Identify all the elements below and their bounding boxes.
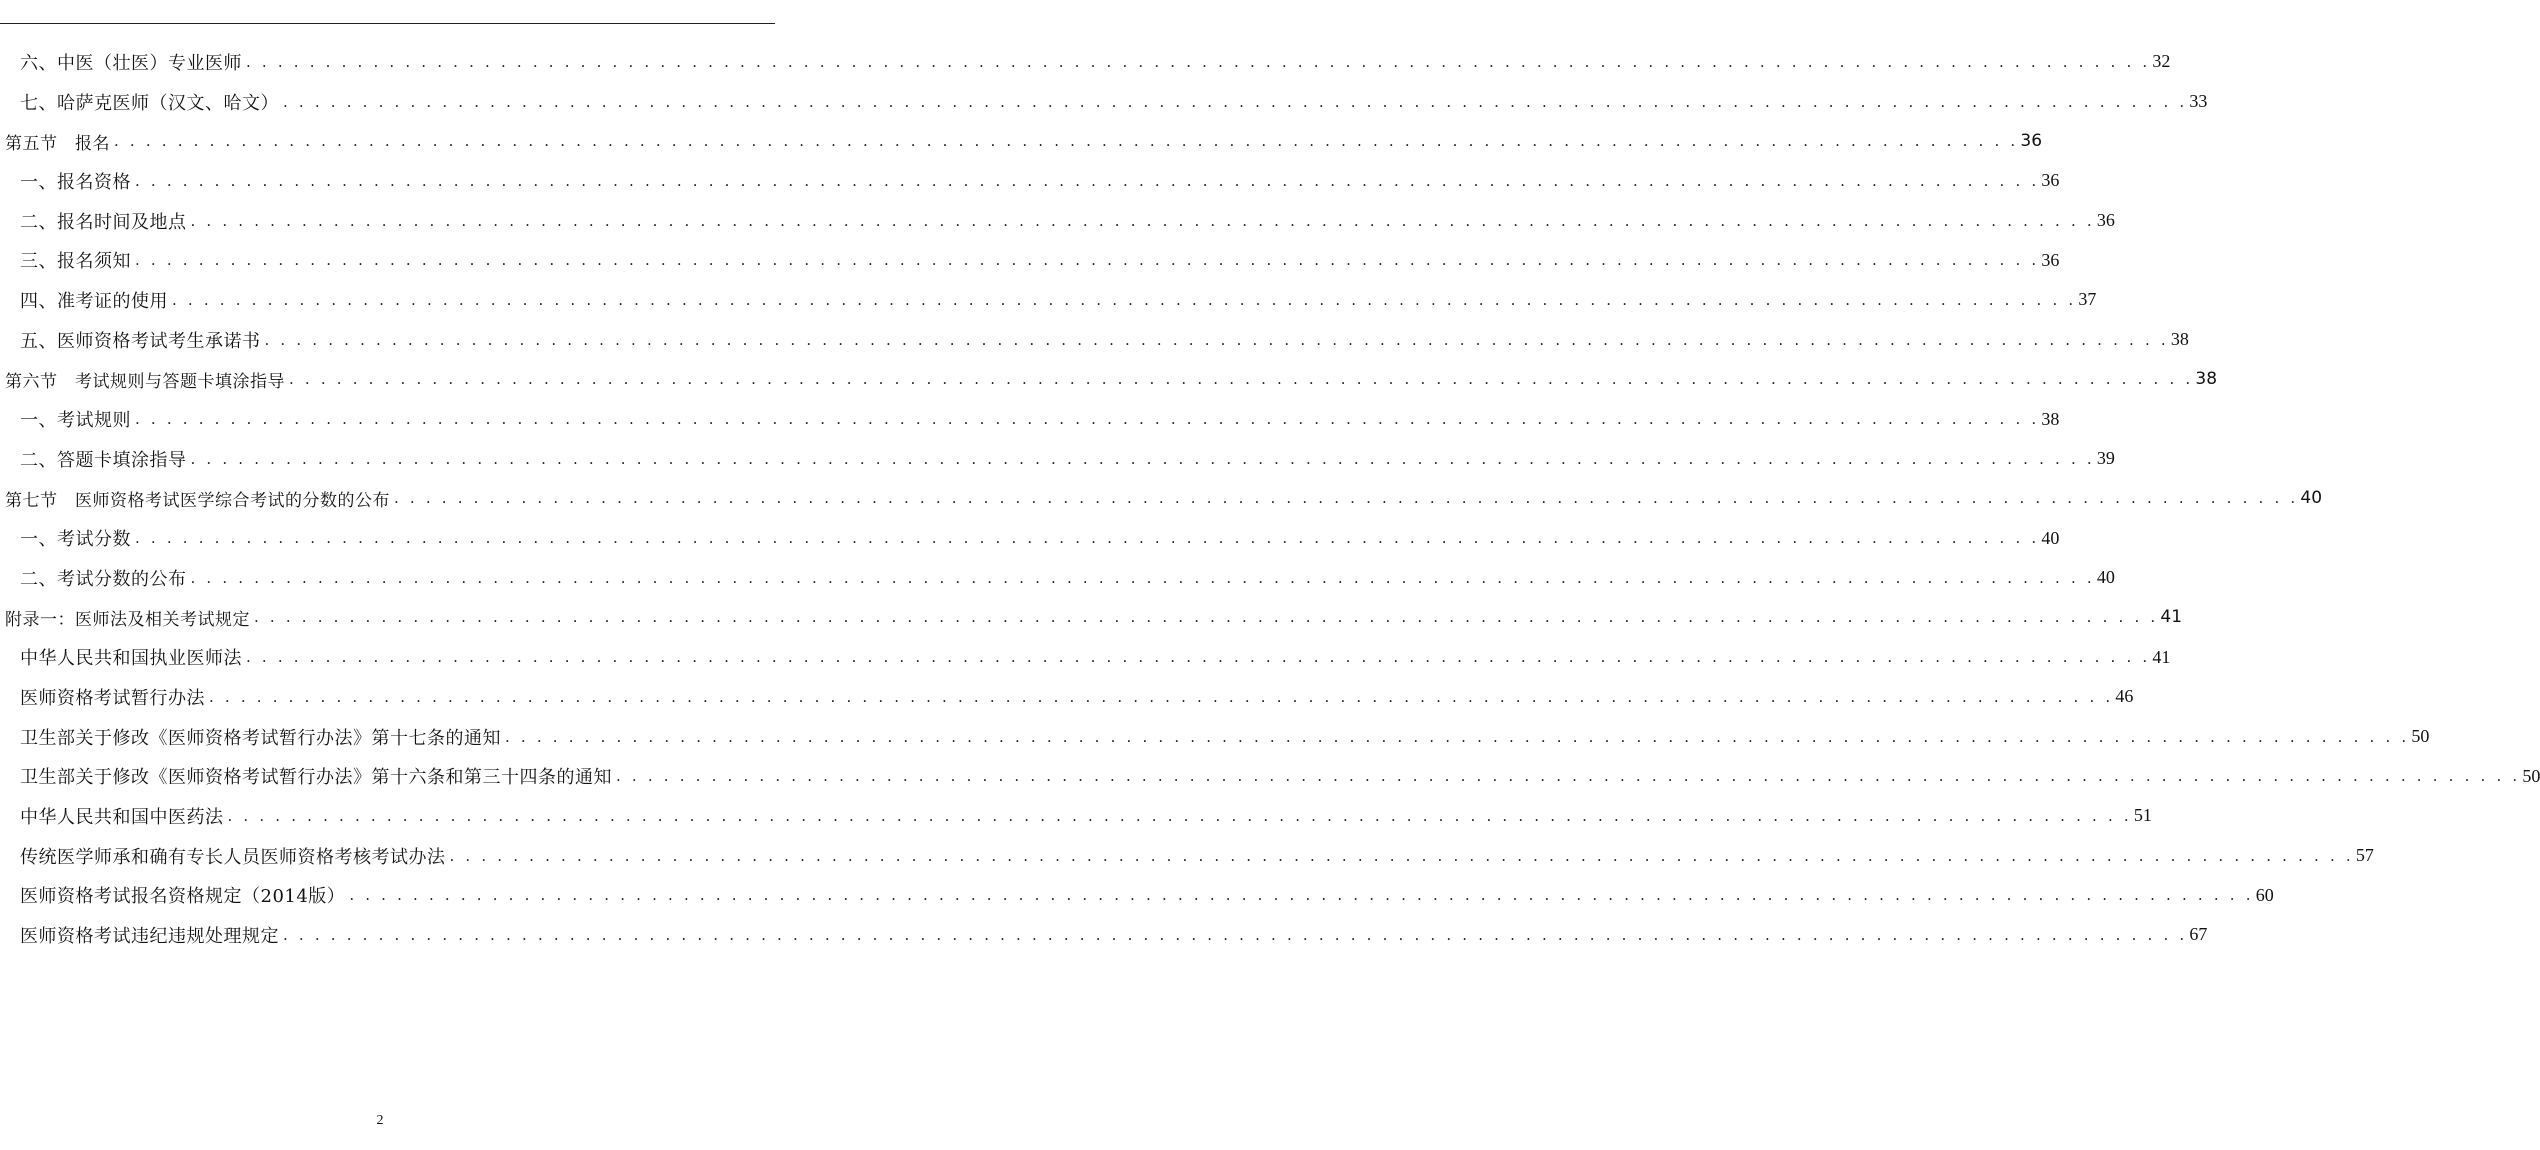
toc-entry-page: 40 <box>2041 527 2060 548</box>
toc-entry-title: 中华人民共和国中医药法 <box>20 806 224 828</box>
toc-entry-title: 一、考试规则 <box>20 410 131 432</box>
toc-entry-page: 40 <box>2300 488 2323 509</box>
toc-entry-page: 38 <box>2041 408 2060 429</box>
toc-entry-page: 67 <box>2189 924 2208 945</box>
toc-entry-title: 二、报名时间及地点 <box>20 211 187 233</box>
toc-entry-title: 中华人民共和国执业医师法 <box>20 648 242 670</box>
toc-entry-page: 51 <box>2133 805 2152 826</box>
toc-dot-leader: . . . . . . . . . . . . . . . . . . . . . . . . . . . . . . . . . . . . . . . . . . . . . . . . . . . . . . . . . . . . . . . . . . . . . . . . . . . . . . . . . . . . . . . . . . . . . . . . . . . . . . . . . . . . . . . . . . . . . . . . <box>135 251 2040 270</box>
toc-dot-leader: . . . . . . . . . . . . . . . . . . . . . . . . . . . . . . . . . . . . . . . . . . . . . . . . . . . . . . . . . . . . . . . . . . . . . . . . . . . . . . . . . . . . . . . . . . . . . . . . . . . . . . . . . . . . . . . . . . . . . . . . <box>394 489 2299 508</box>
toc-dot-leader: . . . . . . . . . . . . . . . . . . . . . . . . . . . . . . . . . . . . . . . . . . . . . . . . . . . . . . . . . . . . . . . . . . . . . . . . . . . . . . . . . . . . . . . . . . . . . . . . . . . . . . . . . . . . . . . . . . . . . . . . <box>246 648 2151 667</box>
header-rule <box>0 23 775 24</box>
table-of-contents <box>0 42 2540 955</box>
toc-dot-leader: . . . . . . . . . . . . . . . . . . . . . . . . . . . . . . . . . . . . . . . . . . . . . . . . . . . . . . . . . . . . . . . . . . . . . . . . . . . . . . . . . . . . . . . . . . . . . . . . . . . . . . . . . . . . . . . . . . . . . . . . <box>349 886 2254 905</box>
toc-entry-page: 36 <box>2020 131 2043 152</box>
toc-entry[interactable] <box>0 915 2208 955</box>
toc-section-entry[interactable] <box>0 360 2218 400</box>
toc-entry-title: 第五节 报名 <box>5 133 110 154</box>
toc-entry-page: 32 <box>2152 51 2171 72</box>
toc-entry-page: 40 <box>2096 567 2115 588</box>
toc-entry-page: 41 <box>2152 646 2171 667</box>
toc-entry-title: 二、考试分数的公布 <box>20 568 187 590</box>
toc-dot-leader: . . . . . . . . . . . . . . . . . . . . . . . . . . . . . . . . . . . . . . . . . . . . . . . . . . . . . . . . . . . . . . . . . . . . . . . . . . . . . . . . . . . . . . . . . . . . . . . . . . . . . . . . . . . . . . . . . . . . . . . . <box>227 806 2132 825</box>
toc-entry[interactable] <box>0 518 2060 558</box>
toc-dot-leader: . . . . . . . . . . . . . . . . . . . . . . . . . . . . . . . . . . . . . . . . . . . . . . . . . . . . . . . . . . . . . . . . . . . . . . . . . . . . . . . . . . . . . . . . . . . . . . . . . . . . . . . . . . . . . . . . . . . . . . . . <box>264 330 2169 349</box>
toc-entry-page: 50 <box>2522 765 2540 786</box>
toc-entry[interactable] <box>0 637 2171 677</box>
toc-entry-title: 二、答题卡填涂指导 <box>20 449 187 471</box>
toc-dot-leader: . . . . . . . . . . . . . . . . . . . . . . . . . . . . . . . . . . . . . . . . . . . . . . . . . . . . . . . . . . . . . . . . . . . . . . . . . . . . . . . . . . . . . . . . . . . . . . . . . . . . . . . . . . . . . . . . . . . . . . . . <box>289 370 2194 389</box>
toc-entry[interactable] <box>0 836 2374 876</box>
toc-entry-title: 第六节 考试规则与答题卡填涂指导 <box>5 371 285 392</box>
toc-entry[interactable] <box>0 201 2115 241</box>
toc-entry-page: 41 <box>2160 607 2183 628</box>
toc-entry-title: 七、哈萨克医师（汉文、哈文） <box>20 92 279 114</box>
toc-entry[interactable] <box>0 161 2060 201</box>
toc-entry[interactable] <box>0 717 2430 757</box>
toc-entry-title: 卫生部关于修改《医师资格考试暂行办法》第十六条和第三十四条的通知 <box>20 767 612 789</box>
toc-entry[interactable] <box>0 82 2208 122</box>
toc-entry-title: 四、准考证的使用 <box>20 290 168 312</box>
toc-entry-page: 36 <box>2096 210 2115 231</box>
toc-dot-leader: . . . . . . . . . . . . . . . . . . . . . . . . . . . . . . . . . . . . . . . . . . . . . . . . . . . . . . . . . . . . . . . . . . . . . . . . . . . . . . . . . . . . . . . . . . . . . . . . . . . . . . . . . . . . . . . . . . . . . . . . <box>246 52 2151 71</box>
toc-entry[interactable] <box>0 439 2115 479</box>
toc-entry-page: 60 <box>2255 884 2274 905</box>
toc-entry-page: 38 <box>2195 369 2218 390</box>
toc-dot-leader: . . . . . . . . . . . . . . . . . . . . . . . . . . . . . . . . . . . . . . . . . . . . . . . . . . . . . . . . . . . . . . . . . . . . . . . . . . . . . . . . . . . . . . . . . . . . . . . . . . . . . . . . . . . . . . . . . . . . . . . . <box>190 449 2095 468</box>
toc-entry-title: 医师资格考试违纪违规处理规定 <box>20 925 279 947</box>
toc-entry[interactable] <box>0 796 2152 836</box>
toc-entry-title: 五、医师资格考试考生承诺书 <box>20 330 261 352</box>
toc-entry[interactable] <box>0 42 2171 82</box>
toc-entry-page: 36 <box>2041 249 2060 270</box>
toc-dot-leader: . . . . . . . . . . . . . . . . . . . . . . . . . . . . . . . . . . . . . . . . . . . . . . . . . . . . . . . . . . . . . . . . . . . . . . . . . . . . . . . . . . . . . . . . . . . . . . . . . . . . . . . . . . . . . . . . . . . . . . . . <box>283 92 2188 111</box>
toc-entry-title: 医师资格考试报名资格规定（2014版） <box>20 886 346 908</box>
toc-dot-leader: . . . . . . . . . . . . . . . . . . . . . . . . . . . . . . . . . . . . . . . . . . . . . . . . . . . . . . . . . . . . . . . . . . . . . . . . . . . . . . . . . . . . . . . . . . . . . . . . . . . . . . . . . . . . . . . . . . . . . . . . <box>283 925 2188 944</box>
toc-dot-leader: . . . . . . . . . . . . . . . . . . . . . . . . . . . . . . . . . . . . . . . . . . . . . . . . . . . . . . . . . . . . . . . . . . . . . . . . . . . . . . . . . . . . . . . . . . . . . . . . . . . . . . . . . . . . . . . . . . . . . . . . <box>172 290 2077 309</box>
toc-entry-page: 33 <box>2189 91 2208 112</box>
toc-entry-page: 39 <box>2096 448 2115 469</box>
toc-section-entry[interactable] <box>0 479 2323 519</box>
toc-entry-title: 卫生部关于修改《医师资格考试暂行办法》第十七条的通知 <box>20 727 501 749</box>
toc-dot-leader: . . . . . . . . . . . . . . . . . . . . . . . . . . . . . . . . . . . . . . . . . . . . . . . . . . . . . . . . . . . . . . . . . . . . . . . . . . . . . . . . . . . . . . . . . . . . . . . . . . . . . . . . . . . . . . . . . . . . . . . . <box>449 846 2354 865</box>
toc-section-entry[interactable] <box>0 598 2183 638</box>
toc-entry-page: 38 <box>2170 329 2189 350</box>
toc-entry-title: 一、考试分数 <box>20 529 131 551</box>
toc-entry[interactable] <box>0 875 2274 915</box>
toc-dot-leader: . . . . . . . . . . . . . . . . . . . . . . . . . . . . . . . . . . . . . . . . . . . . . . . . . . . . . . . . . . . . . . . . . . . . . . . . . . . . . . . . . . . . . . . . . . . . . . . . . . . . . . . . . . . . . . . . . . . . . . . . <box>114 132 2019 151</box>
toc-dot-leader: . . . . . . . . . . . . . . . . . . . . . . . . . . . . . . . . . . . . . . . . . . . . . . . . . . . . . . . . . . . . . . . . . . . . . . . . . . . . . . . . . . . . . . . . . . . . . . . . . . . . . . . . . . . . . . . . . . . . . . . . <box>209 687 2114 706</box>
toc-entry-page: 37 <box>2078 289 2097 310</box>
toc-dot-leader: . . . . . . . . . . . . . . . . . . . . . . . . . . . . . . . . . . . . . . . . . . . . . . . . . . . . . . . . . . . . . . . . . . . . . . . . . . . . . . . . . . . . . . . . . . . . . . . . . . . . . . . . . . . . . . . . . . . . . . . . <box>135 171 2040 190</box>
toc-entry[interactable] <box>0 280 2097 320</box>
toc-dot-leader: . . . . . . . . . . . . . . . . . . . . . . . . . . . . . . . . . . . . . . . . . . . . . . . . . . . . . . . . . . . . . . . . . . . . . . . . . . . . . . . . . . . . . . . . . . . . . . . . . . . . . . . . . . . . . . . . . . . . . . . . <box>254 608 2159 627</box>
toc-entry-page: 36 <box>2041 170 2060 191</box>
toc-dot-leader: . . . . . . . . . . . . . . . . . . . . . . . . . . . . . . . . . . . . . . . . . . . . . . . . . . . . . . . . . . . . . . . . . . . . . . . . . . . . . . . . . . . . . . . . . . . . . . . . . . . . . . . . . . . . . . . . . . . . . . . . <box>135 410 2040 429</box>
toc-dot-leader: . . . . . . . . . . . . . . . . . . . . . . . . . . . . . . . . . . . . . . . . . . . . . . . . . . . . . . . . . . . . . . . . . . . . . . . . . . . . . . . . . . . . . . . . . . . . . . . . . . . . . . . . . . . . . . . . . . . . . . . . <box>190 211 2095 230</box>
toc-entry-page: 46 <box>2115 686 2134 707</box>
toc-entry-title: 附录一：医师法及相关考试规定 <box>5 609 250 630</box>
toc-entry-title: 六、中医（壮医）专业医师 <box>20 52 242 74</box>
toc-entry[interactable] <box>0 399 2060 439</box>
toc-dot-leader: . . . . . . . . . . . . . . . . . . . . . . . . . . . . . . . . . . . . . . . . . . . . . . . . . . . . . . . . . . . . . . . . . . . . . . . . . . . . . . . . . . . . . . . . . . . . . . . . . . . . . . . . . . . . . . . . . . . . . . . . <box>505 727 2410 746</box>
toc-entry-title: 医师资格考试暂行办法 <box>20 687 205 709</box>
toc-entry[interactable] <box>0 240 2060 280</box>
toc-dot-leader: . . . . . . . . . . . . . . . . . . . . . . . . . . . . . . . . . . . . . . . . . . . . . . . . . . . . . . . . . . . . . . . . . . . . . . . . . . . . . . . . . . . . . . . . . . . . . . . . . . . . . . . . . . . . . . . . . . . . . . . . <box>190 568 2095 587</box>
page-number: 2 <box>376 1113 384 1128</box>
toc-entry[interactable] <box>0 677 2134 717</box>
toc-entry-title: 三、报名须知 <box>20 251 131 273</box>
toc-entry[interactable] <box>0 320 2189 360</box>
toc-entry[interactable] <box>0 558 2115 598</box>
toc-entry-title: 传统医学师承和确有专长人员医师资格考核考试办法 <box>20 846 446 868</box>
toc-entry[interactable] <box>0 756 2540 796</box>
toc-entry-title: 一、报名资格 <box>20 171 131 193</box>
toc-entry-page: 50 <box>2411 726 2430 747</box>
toc-dot-leader: . . . . . . . . . . . . . . . . . . . . . . . . . . . . . . . . . . . . . . . . . . . . . . . . . . . . . . . . . . . . . . . . . . . . . . . . . . . . . . . . . . . . . . . . . . . . . . . . . . . . . . . . . . . . . . . . . . . . . . . . <box>135 529 2040 548</box>
toc-entry-page: 57 <box>2355 845 2374 866</box>
toc-section-entry[interactable] <box>0 121 2043 161</box>
toc-dot-leader: . . . . . . . . . . . . . . . . . . . . . . . . . . . . . . . . . . . . . . . . . . . . . . . . . . . . . . . . . . . . . . . . . . . . . . . . . . . . . . . . . . . . . . . . . . . . . . . . . . . . . . . . . . . . . . . . . . . . . . . . <box>616 767 2521 786</box>
toc-entry-title: 第七节 医师资格考试医学综合考试的分数的公布 <box>5 490 390 511</box>
